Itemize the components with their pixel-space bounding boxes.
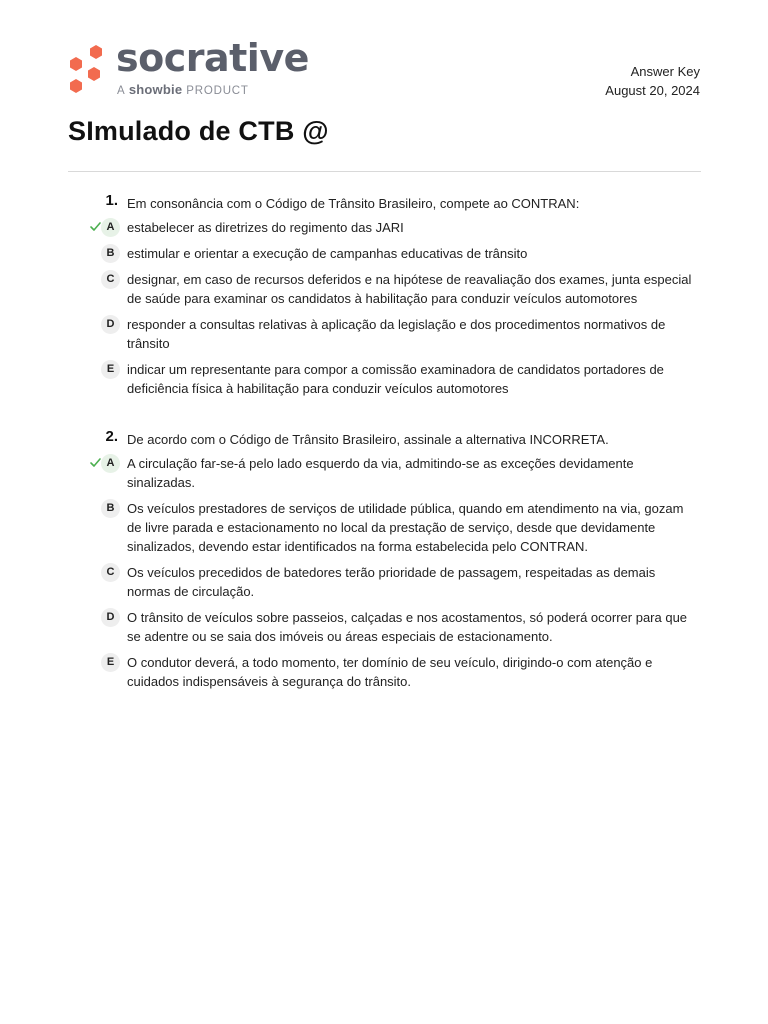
- option-text: A circulação far-se-á pelo lado esquerdo da via, admitindo-se as exceções devidamente sinalizadas.: [127, 456, 634, 490]
- answer-option-e: [0, 360, 768, 398]
- hexagon-cluster-icon: [66, 43, 106, 95]
- option-letter-badge: C: [101, 563, 120, 582]
- answer-option-b: [0, 244, 768, 263]
- question-list: [0, 192, 768, 721]
- answer-option-b: [0, 499, 768, 556]
- option-text: estimular e orientar a execução de campanhas educativas de trânsito: [127, 246, 528, 261]
- option-text: estabelecer as diretrizes do regimento das JARI: [127, 220, 404, 235]
- logo-subtitle: [117, 82, 249, 97]
- logo-sub-brand: showbie: [128, 82, 183, 97]
- question-text: De acordo com o Código de Trânsito Brasileiro, assinale a alternativa INCORRETA.: [127, 432, 609, 447]
- page-header: [0, 0, 768, 110]
- answer-option-e: [0, 653, 768, 691]
- quiz-title: SImulado de CTB @: [68, 116, 329, 146]
- option-letter-badge: B: [101, 499, 120, 518]
- option-text: indicar um representante para compor a comissão examinadora de candidatos portadores de deficiência física à habilitação para conduzir veículos automotores: [127, 362, 664, 396]
- option-letter-badge: E: [101, 360, 120, 379]
- doc-date: August 20, 2024: [605, 83, 700, 98]
- option-letter-badge: A: [101, 454, 120, 473]
- answer-option-d: [0, 315, 768, 353]
- title-divider: [68, 171, 701, 172]
- logo-sub-prefix: A: [117, 85, 125, 97]
- question-2: [0, 428, 768, 691]
- option-letter-badge: B: [101, 244, 120, 263]
- option-letter-badge: C: [101, 270, 120, 289]
- answer-option-c: [0, 270, 768, 308]
- option-letter-badge: E: [101, 653, 120, 672]
- document-meta: [605, 62, 700, 100]
- question-text: Em consonância com o Código de Trânsito Brasileiro, compete ao CONTRAN:: [127, 196, 580, 211]
- option-letter-badge: D: [101, 608, 120, 627]
- question-number: 1.: [105, 192, 118, 209]
- question-number: 2.: [105, 428, 118, 445]
- answer-option-c: [0, 563, 768, 601]
- answer-option-a: [0, 454, 768, 492]
- option-text: O trânsito de veículos sobre passeios, calçadas e nos acostamentos, só poderá ocorrer para que se adentre ou se saia dos imóveis ou áreas especiais de estacionamento.: [127, 610, 688, 644]
- doc-type-label: Answer Key: [630, 64, 700, 79]
- answer-option-d: [0, 608, 768, 646]
- socrative-logo: [66, 36, 309, 100]
- option-text: O condutor deverá, a todo momento, ter domínio de seu veículo, dirigindo-o com atenção e cuidados indispensáveis à segurança do trânsito.: [127, 655, 653, 689]
- option-letter-badge: D: [101, 315, 120, 334]
- logo-wordmark: socrative: [116, 36, 309, 80]
- question-header: [0, 428, 768, 448]
- question-header: [0, 192, 768, 212]
- option-text: Os veículos prestadores de serviços de utilidade pública, quando em atendimento na via, gozam de livre parada e estacionamento no local da prestação de serviço, desde que devidamente sinalizados, devendo estar identificados na forma estabelecida pelo CONTRAN.: [127, 501, 684, 554]
- logo-sub-suffix: PRODUCT: [186, 85, 249, 97]
- option-letter-badge: A: [101, 218, 120, 237]
- option-text: Os veículos precedidos de batedores terão prioridade de passagem, respeitadas as demais normas de circulação.: [127, 565, 656, 599]
- option-text: designar, em caso de recursos deferidos e na hipótese de reavaliação dos exames, junta especial de saúde para examinar os candidatos à habilitação para conduzir veículos automotores: [127, 272, 692, 306]
- option-text: responder a consultas relativas à aplicação da legislação e dos procedimentos normativos de trânsito: [127, 317, 666, 351]
- answer-option-a: [0, 218, 768, 237]
- question-1: [0, 192, 768, 398]
